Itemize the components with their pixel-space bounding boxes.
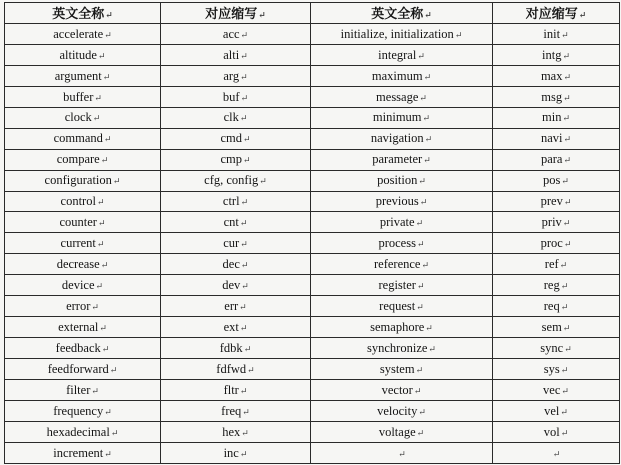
full-name-cell xyxy=(311,254,493,275)
abbreviation-cell xyxy=(493,379,620,400)
abbreviation-cell xyxy=(161,65,311,86)
abbreviation-cell xyxy=(161,44,311,65)
cell-text: device xyxy=(61,277,95,292)
paragraph-mark: ↵ xyxy=(95,280,104,291)
cell-text: proc xyxy=(540,236,563,251)
full-name-cell xyxy=(311,128,493,149)
abbreviation-cell xyxy=(493,149,620,170)
full-name-cell xyxy=(5,128,161,149)
paragraph-mark: ↵ xyxy=(560,427,569,438)
paragraph-mark: ↵ xyxy=(417,50,425,61)
cell-text: intg xyxy=(542,47,562,62)
table-row xyxy=(5,400,620,421)
cell-text: cmp xyxy=(220,152,242,167)
cell-text: semaphore xyxy=(370,319,425,334)
full-name-cell xyxy=(311,149,493,170)
full-name-cell xyxy=(5,400,161,421)
paragraph-mark: ↵ xyxy=(240,50,248,61)
paragraph-mark: ↵ xyxy=(423,155,431,166)
full-name-cell xyxy=(5,442,161,463)
cell-text: max xyxy=(540,68,563,83)
full-name-cell xyxy=(5,44,161,65)
full-name-cell xyxy=(5,65,161,86)
full-name-cell xyxy=(311,421,493,442)
paragraph-mark: ↵ xyxy=(418,406,426,417)
table-row xyxy=(5,212,620,233)
paragraph-mark: ↵ xyxy=(240,239,248,250)
paragraph-mark: ↵ xyxy=(562,218,571,229)
cell-text: priv xyxy=(541,215,562,230)
paragraph-mark: ↵ xyxy=(239,113,248,124)
full-name-cell xyxy=(5,212,161,233)
paragraph-mark: ↵ xyxy=(422,113,431,124)
cell-text: compare xyxy=(56,152,100,167)
paragraph-mark: ↵ xyxy=(454,29,463,40)
cell-text: clk xyxy=(223,110,239,125)
paragraph-mark: ↵ xyxy=(418,176,426,187)
cell-text: ext xyxy=(223,319,239,334)
full-name-cell xyxy=(311,233,493,254)
paragraph-mark: ↵ xyxy=(94,92,102,103)
paragraph-mark: ↵ xyxy=(560,406,568,417)
full-name-cell xyxy=(5,338,161,359)
paragraph-mark: ↵ xyxy=(96,197,105,208)
cell-text: fltr xyxy=(223,382,239,397)
table-row xyxy=(5,107,620,128)
header-full-name-1: 英文全称↵ xyxy=(5,3,161,24)
full-name-cell xyxy=(5,275,161,296)
abbreviation-cell xyxy=(161,170,311,191)
full-name-cell xyxy=(5,296,161,317)
paragraph-mark: ↵ xyxy=(559,260,568,271)
paragraph-mark: ↵ xyxy=(242,155,251,166)
abbreviation-cell xyxy=(493,233,620,254)
cell-text: previous xyxy=(375,194,419,209)
abbreviation-cell xyxy=(493,65,620,86)
abbreviation-cell xyxy=(493,212,620,233)
cell-text: cnt xyxy=(223,215,239,230)
table-row xyxy=(5,338,620,359)
full-name-cell xyxy=(311,442,493,463)
table-body xyxy=(5,24,620,464)
cell-text: voltage xyxy=(378,424,416,439)
cell-text: vec xyxy=(543,382,561,397)
abbreviation-cell xyxy=(161,379,311,400)
paragraph-mark: ↵ xyxy=(102,71,111,82)
full-name-cell xyxy=(5,233,161,254)
abbreviation-cell xyxy=(493,86,620,107)
paragraph-mark: ↵ xyxy=(563,197,572,208)
paragraph-mark: ↵ xyxy=(415,218,424,229)
cell-text: argument xyxy=(54,68,102,83)
cell-text: integral xyxy=(378,47,417,62)
header-abbreviation-2: 对应缩写↵ xyxy=(493,3,620,24)
full-name-cell xyxy=(5,317,161,338)
cell-text: external xyxy=(58,319,99,334)
abbreviation-cell xyxy=(161,24,311,45)
paragraph-mark: ↵ xyxy=(259,176,267,187)
table-row xyxy=(5,233,620,254)
abbreviation-cell xyxy=(161,400,311,421)
cell-text: reg xyxy=(543,277,560,292)
paragraph-mark: ↵ xyxy=(247,364,255,375)
cell-text: sync xyxy=(540,340,564,355)
cell-text: acc xyxy=(222,26,240,41)
abbreviation-cell xyxy=(493,338,620,359)
paragraph-mark: ↵ xyxy=(563,134,572,145)
cell-text: cur xyxy=(223,236,240,251)
cell-text: parameter xyxy=(372,152,423,167)
paragraph-mark: ↵ xyxy=(91,301,99,312)
cell-text: altitude xyxy=(59,47,97,62)
paragraph-mark: ↵ xyxy=(242,134,251,145)
table-row xyxy=(5,421,620,442)
paragraph-mark: ↵ xyxy=(241,280,249,291)
cell-text: navigation xyxy=(370,131,424,146)
abbreviation-cell xyxy=(161,212,311,233)
cell-text: arg xyxy=(223,68,240,83)
cell-text: vol xyxy=(543,424,560,439)
abbreviation-cell xyxy=(493,191,620,212)
cell-text: dec xyxy=(222,257,240,272)
paragraph-mark: ↵ xyxy=(100,260,109,271)
cell-text: buffer xyxy=(63,89,94,104)
full-name-cell xyxy=(5,170,161,191)
full-name-cell xyxy=(5,254,161,275)
cell-text: hex xyxy=(222,424,241,439)
paragraph-mark: ↵ xyxy=(97,218,106,229)
paragraph-mark: ↵ xyxy=(421,260,430,271)
cell-text: filter xyxy=(66,382,91,397)
paragraph-mark: ↵ xyxy=(560,301,569,312)
paragraph-mark: ↵ xyxy=(239,448,248,459)
paragraph-mark: ↵ xyxy=(425,322,433,333)
full-name-cell xyxy=(5,359,161,380)
cell-text: pos xyxy=(543,173,561,188)
table-row xyxy=(5,254,620,275)
paragraph-mark: ↵ xyxy=(563,71,572,82)
table-row xyxy=(5,275,620,296)
full-name-cell xyxy=(311,44,493,65)
paragraph-mark: ↵ xyxy=(92,113,101,124)
cell-text: cmd xyxy=(220,131,242,146)
cell-text: control xyxy=(60,194,96,209)
table-row xyxy=(5,359,620,380)
table-row xyxy=(5,24,620,45)
paragraph-mark: ↵ xyxy=(239,218,248,229)
paragraph-mark: ↵ xyxy=(103,134,112,145)
abbreviation-cell xyxy=(161,359,311,380)
full-name-cell xyxy=(5,149,161,170)
table-row xyxy=(5,191,620,212)
full-name-cell xyxy=(311,400,493,421)
paragraph-mark: ↵ xyxy=(423,71,432,82)
cell-text: fdfwd xyxy=(216,361,247,376)
full-name-cell xyxy=(311,317,493,338)
paragraph-mark: ↵ xyxy=(110,427,119,438)
paragraph-mark: ↵ xyxy=(239,301,247,312)
cell-text: inc xyxy=(223,445,239,460)
cell-text: synchronize xyxy=(367,340,428,355)
cell-text: message xyxy=(376,89,419,104)
abbreviation-table xyxy=(4,2,620,464)
abbreviation-cell xyxy=(161,275,311,296)
abbreviation-cell xyxy=(493,296,620,317)
full-name-cell xyxy=(5,86,161,107)
abbreviation-cell xyxy=(161,233,311,254)
cell-text: error xyxy=(66,298,91,313)
paragraph-mark: ↵ xyxy=(560,280,569,291)
abbreviation-cell xyxy=(161,296,311,317)
paragraph-mark: ↵ xyxy=(416,280,425,291)
paragraph-mark: ↵ xyxy=(563,239,572,250)
cell-text: min xyxy=(542,110,562,125)
paragraph-mark: ↵ xyxy=(562,113,570,124)
paragraph-mark: ↵ xyxy=(242,406,250,417)
paragraph-mark: ↵ xyxy=(561,29,569,40)
cell-text: buf xyxy=(222,89,240,104)
table-row xyxy=(5,296,620,317)
cell-text: vector xyxy=(381,382,413,397)
header-full-name-2: 英文全称↵ xyxy=(311,3,493,24)
paragraph-mark: ↵ xyxy=(241,427,249,438)
abbreviation-cell xyxy=(493,44,620,65)
cell-text: sem xyxy=(541,319,562,334)
abbreviation-cell xyxy=(161,442,311,463)
paragraph-mark: ↵ xyxy=(240,197,249,208)
paragraph-mark: ↵ xyxy=(416,301,424,312)
paragraph-mark: ↵ xyxy=(240,260,249,271)
abbreviation-cell xyxy=(161,338,311,359)
paragraph-mark: ↵ xyxy=(104,448,112,459)
table-row xyxy=(5,65,620,86)
paragraph-mark: ↵ xyxy=(561,176,569,187)
cell-text: request xyxy=(379,298,416,313)
paragraph-mark: ↵ xyxy=(240,29,249,40)
cell-text: register xyxy=(378,277,416,292)
cell-text: fdbk xyxy=(219,340,243,355)
full-name-cell xyxy=(311,65,493,86)
cell-text: vel xyxy=(544,403,560,418)
abbreviation-cell xyxy=(161,254,311,275)
cell-text: accelerate xyxy=(53,26,104,41)
cell-text: initialize, initialization xyxy=(340,26,454,41)
cell-text: msg xyxy=(541,89,563,104)
cell-text: alti xyxy=(223,47,240,62)
abbreviation-cell xyxy=(161,317,311,338)
paragraph-mark: ↵ xyxy=(416,239,425,250)
paragraph-mark: ↵ xyxy=(424,134,433,145)
paragraph-mark: ↵ xyxy=(109,364,118,375)
paragraph-mark: ↵ xyxy=(398,448,406,459)
full-name-cell xyxy=(5,421,161,442)
paragraph-mark: ↵ xyxy=(413,385,422,396)
paragraph-mark: ↵ xyxy=(563,92,571,103)
cell-text: hexadecimal xyxy=(46,424,110,439)
paragraph-mark: ↵ xyxy=(562,322,571,333)
paragraph-mark: ↵ xyxy=(419,197,428,208)
abbreviation-cell xyxy=(161,191,311,212)
abbreviation-cell xyxy=(493,400,620,421)
cell-text: minimum xyxy=(372,110,422,125)
cell-text: decrease xyxy=(56,257,100,272)
cell-text: navi xyxy=(540,131,563,146)
paragraph-mark: ↵ xyxy=(560,364,569,375)
paragraph-mark: ↵ xyxy=(563,155,572,166)
full-name-cell xyxy=(5,24,161,45)
abbreviation-cell xyxy=(493,359,620,380)
paragraph-mark: ↵ xyxy=(240,71,248,82)
full-name-cell xyxy=(5,191,161,212)
cell-text: process xyxy=(378,236,416,251)
paragraph-mark: ↵ xyxy=(97,50,106,61)
abbreviation-cell xyxy=(161,107,311,128)
full-name-cell xyxy=(311,191,493,212)
paragraph-mark: ↵ xyxy=(101,343,110,354)
cell-text: req xyxy=(543,298,560,313)
abbreviation-cell xyxy=(493,275,620,296)
abbreviation-cell xyxy=(493,421,620,442)
paragraph-mark: ↵ xyxy=(243,343,252,354)
paragraph-mark: ↵ xyxy=(552,448,561,459)
cell-text: reference xyxy=(373,257,421,272)
full-name-cell xyxy=(311,338,493,359)
paragraph-mark: ↵ xyxy=(91,385,99,396)
cell-text: private xyxy=(379,215,415,230)
full-name-cell xyxy=(311,359,493,380)
table-row xyxy=(5,44,620,65)
paragraph-mark: ↵ xyxy=(239,385,248,396)
table-row xyxy=(5,149,620,170)
cell-text: sys xyxy=(543,361,560,376)
cell-text: dev xyxy=(222,277,241,292)
paragraph-mark: ↵ xyxy=(112,176,121,187)
paragraph-mark: ↵ xyxy=(428,343,436,354)
full-name-cell xyxy=(311,86,493,107)
abbreviation-cell xyxy=(161,149,311,170)
abbreviation-cell xyxy=(161,86,311,107)
paragraph-mark: ↵ xyxy=(419,92,427,103)
full-name-cell xyxy=(311,107,493,128)
cell-text: configuration xyxy=(44,173,112,188)
header-abbreviation-1: 对应缩写↵ xyxy=(161,3,311,24)
abbreviation-cell xyxy=(161,421,311,442)
cell-text: velocity xyxy=(377,403,418,418)
paragraph-mark: ↵ xyxy=(239,322,248,333)
abbreviation-cell xyxy=(493,107,620,128)
abbreviation-cell xyxy=(493,317,620,338)
cell-text: feedback xyxy=(55,340,101,355)
abbreviation-cell xyxy=(493,24,620,45)
table-row xyxy=(5,128,620,149)
cell-text: init xyxy=(543,26,561,41)
paragraph-mark: ↵ xyxy=(564,343,572,354)
paragraph-mark: ↵ xyxy=(100,155,109,166)
full-name-cell xyxy=(311,379,493,400)
cell-text: maximum xyxy=(371,68,423,83)
paragraph-mark: ↵ xyxy=(240,92,249,103)
cell-text: increment xyxy=(53,445,104,460)
full-name-cell xyxy=(311,24,493,45)
full-name-cell xyxy=(311,296,493,317)
table-row xyxy=(5,442,620,463)
cell-text: feedforward xyxy=(47,361,109,376)
abbreviation-cell xyxy=(161,128,311,149)
cell-text: system xyxy=(379,361,415,376)
cell-text: counter xyxy=(59,215,97,230)
cell-text: err xyxy=(224,298,239,313)
cell-text: freq xyxy=(221,403,242,418)
paragraph-mark: ↵ xyxy=(416,427,425,438)
full-name-cell xyxy=(5,107,161,128)
paragraph-mark: ↵ xyxy=(104,406,112,417)
table-row xyxy=(5,317,620,338)
paragraph-mark: ↵ xyxy=(562,50,570,61)
cell-text: cfg, config xyxy=(204,173,259,188)
table-row xyxy=(5,379,620,400)
cell-text: current xyxy=(60,236,96,251)
abbreviation-cell xyxy=(493,170,620,191)
paragraph-mark: ↵ xyxy=(104,29,112,40)
abbreviation-cell xyxy=(493,442,620,463)
cell-text: position xyxy=(377,173,418,188)
abbreviation-cell xyxy=(493,254,620,275)
cell-text: prev xyxy=(540,194,563,209)
header-row xyxy=(5,3,620,24)
full-name-cell xyxy=(311,170,493,191)
cell-text: ctrl xyxy=(222,194,240,209)
paragraph-mark: ↵ xyxy=(96,239,105,250)
cell-text: command xyxy=(53,131,103,146)
full-name-cell xyxy=(311,275,493,296)
full-name-cell xyxy=(5,379,161,400)
paragraph-mark: ↵ xyxy=(415,364,424,375)
cell-text: ref xyxy=(544,257,559,272)
paragraph-mark: ↵ xyxy=(561,385,569,396)
table-row xyxy=(5,170,620,191)
cell-text: frequency xyxy=(53,403,104,418)
paragraph-mark: ↵ xyxy=(99,322,107,333)
abbreviation-cell xyxy=(493,128,620,149)
table-row xyxy=(5,86,620,107)
cell-text: para xyxy=(540,152,563,167)
full-name-cell xyxy=(311,212,493,233)
cell-text: clock xyxy=(64,110,92,125)
